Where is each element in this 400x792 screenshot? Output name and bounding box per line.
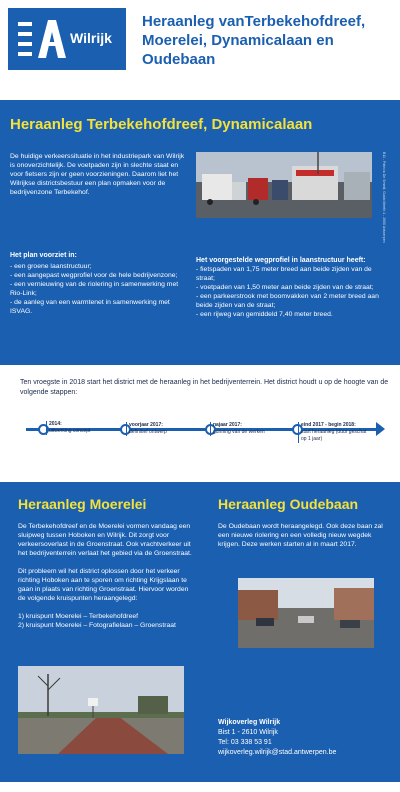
list-item: - een vernieuwing van de riolering in samenwerking met Rio-Link; <box>10 281 179 297</box>
paragraph: De Terbekehofdreef en de Moerelei vormen vandaag een sluipweg tussen Hoboken en Wilrijk. Dit zorgt voor verkeersoverlast in de Groenstraat. Ook vrachtverkeer uit het bedrijventerrein verlaat het gebied via de Groenstraat. <box>18 523 192 557</box>
list-item: 1) kruispunt Moerelei – Terbekehofdreef <box>18 613 139 620</box>
list-item: - fietspaden van 1,75 meter breed aan beide zijden van de straat; <box>196 266 372 282</box>
profile-heading: Het voorgestelde wegprofiel in laanstructuur heeft: <box>196 257 366 264</box>
list-item: - een aangepast wegprofiel voor de hele bedrijvenzone; <box>10 272 178 279</box>
antwerp-logo <box>8 8 126 70</box>
paragraph: Dit probleem wil het district oplossen door het verkeer richting Hoboken aan te sporen om richting Krijgslaan te gaan in plaats van richting Groenstraat. Hiervoor worden de volgende kruispunten heraangelegd: <box>18 568 189 602</box>
timeline-step <box>298 422 372 443</box>
terbekehof-section <box>0 100 400 365</box>
list-item: - een groene laanstructuur; <box>10 263 92 270</box>
moerelei-photo <box>18 666 184 754</box>
list-item: 2) kruispunt Moerelei – Fotografielaan – Groenstraat <box>18 622 176 629</box>
contact-email[interactable]: wijkoverleg.wilrijk@stad.antwerpen.be <box>218 749 337 756</box>
moerelei-title: Heraanleg Moerelei <box>18 496 147 512</box>
list-item: - een parkeerstrook met boomvakken van 2 meter breed aan beide zijden van de straat; <box>196 293 379 309</box>
contact-address: Bist 1 - 2610 Wilrijk <box>218 729 278 736</box>
step-text: start heraanleg (duur geschat op 1 jaar) <box>301 429 367 442</box>
brand-name: Wilrijk <box>70 30 112 46</box>
timeline-step <box>46 421 116 435</box>
page-title: Heraanleg vanTerbekehofdreef, Moerelei, Dynamicalaan en Oudebaan <box>142 13 366 68</box>
step-date: eind 2017 - begin 2018: <box>301 422 356 428</box>
page-header <box>0 0 400 80</box>
photo-credit: B11 - Patricia De Smedt, Guido Meeth 1 - 2660 Antwerpen <box>382 152 386 243</box>
timeline-step <box>210 422 280 436</box>
list-item: - de aanleg van een warmtenet in samenwerking met ISVAG. <box>10 299 170 315</box>
list-item: - voetpaden van 1,50 meter aan beide zijden van de straat; <box>196 284 374 291</box>
profile-list <box>196 265 392 319</box>
intro-text: De huidige verkeerssituatie in het industriepark van Wilrijk is onoverzichtelijk. De voetpaden zijn in slechte staat en voor fietsers zijn er geen voorzieningen. Daarom liet het Wilrijkse districtsbestuur een plan opmaken voor de bedrijvenzone Terbekehof. <box>10 153 185 196</box>
plan-list <box>10 262 190 316</box>
step-text: definitief ontwerp <box>129 429 167 435</box>
timeline-step <box>126 422 196 436</box>
antwerp-a-logo-icon <box>18 18 68 60</box>
step-date: voorjaar 2017: <box>129 422 163 428</box>
moerelei-oudebaan-section <box>0 482 400 782</box>
step-date: najaar 2017: <box>213 422 242 428</box>
oudebaan-text: De Oudebaan wordt heraangelegd. Ook deze baan zal een nieuwe riolering en een volledig nieuw wegdek krijgen. Deze werken starten al in maart 2017. <box>218 523 383 548</box>
list-item: - een rijweg van gemiddeld 7,40 meter breed. <box>196 311 333 318</box>
industrial-park-photo <box>196 152 372 218</box>
step-text: gunning van de werken <box>213 429 265 435</box>
oudebaan-title: Heraanleg Oudebaan <box>218 496 359 512</box>
contact-block <box>218 718 394 758</box>
footer-strip <box>0 782 400 792</box>
oudebaan-photo <box>238 578 374 648</box>
step-date: 2014: <box>49 421 62 427</box>
plan-heading: Het plan voorziet in: <box>10 252 77 259</box>
section-title: Heraanleg Terbekehofdreef, Dynamicalaan <box>10 116 313 133</box>
moerelei-text <box>18 522 196 630</box>
timeline-arrow-icon <box>376 422 385 436</box>
contact-phone: Tel: 03 338 53 91 <box>218 739 272 746</box>
timeline-intro: Ten vroegste in 2018 start het district met de heraanleg in het bedrijventerrein. Het district houdt u op de hoogte van de volgende stappen: <box>20 379 389 396</box>
step-text: uitwerking concept <box>49 428 91 434</box>
contact-title: Wijkoverleg Wilrijk <box>218 719 281 726</box>
